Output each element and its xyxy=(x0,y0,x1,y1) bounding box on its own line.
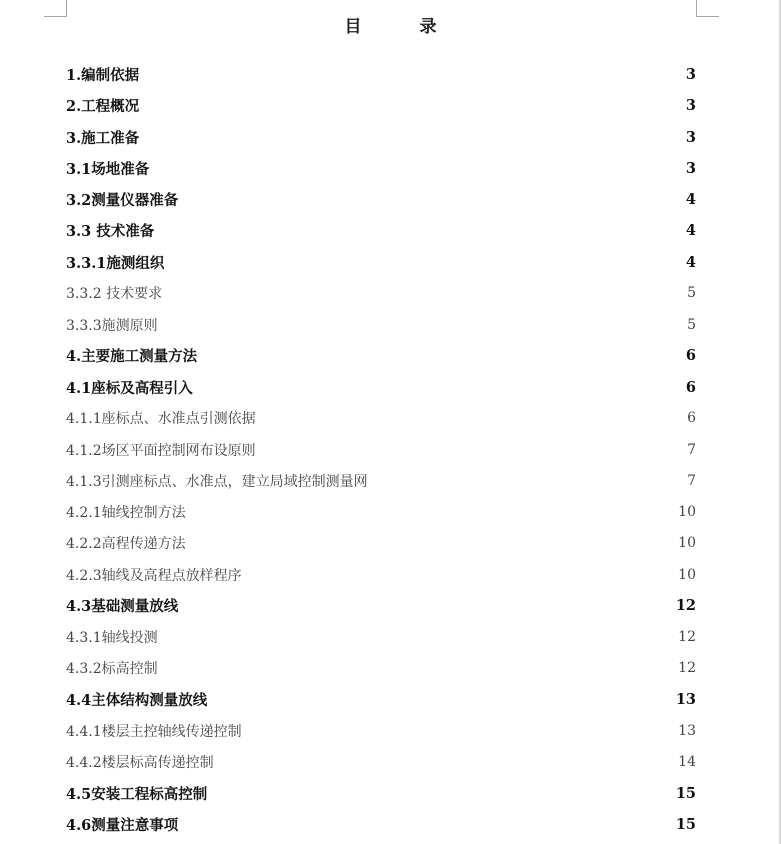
toc-entry[interactable] xyxy=(66,309,696,340)
toc-page-number: 13 xyxy=(678,722,696,739)
toc-title: 目 录 xyxy=(344,17,463,37)
toc-entry[interactable] xyxy=(66,90,696,121)
toc-entry-label[interactable]: 4.2.2高程传递方法 xyxy=(66,536,186,553)
toc-page-number: 5 xyxy=(687,285,696,302)
toc-entry[interactable] xyxy=(66,403,696,434)
toc-entry[interactable] xyxy=(66,497,696,528)
toc-entry-label[interactable]: 4.3.2标高控制 xyxy=(66,661,158,678)
toc-entry-label[interactable]: 4.5安装工程标高控制 xyxy=(66,785,208,803)
toc-entry[interactable] xyxy=(66,184,696,215)
toc-page-number: 3 xyxy=(685,66,696,84)
toc-entry-label[interactable]: 4.主要施工测量方法 xyxy=(66,348,198,366)
toc-page-number: 10 xyxy=(678,504,696,521)
toc-page-number: 6 xyxy=(685,347,696,365)
toc-entry[interactable] xyxy=(66,684,696,715)
toc-entry[interactable] xyxy=(66,747,696,778)
toc-entry-label[interactable]: 3.3 技术准备 xyxy=(66,223,155,241)
toc-entry[interactable] xyxy=(66,434,696,465)
toc-entry[interactable] xyxy=(66,559,696,590)
toc-entry-label[interactable]: 4.6测量注意事项 xyxy=(66,817,179,835)
toc-entry-label[interactable]: 3.2测量仪器准备 xyxy=(66,192,179,210)
toc-entry-label[interactable]: 3.3.1施测组织 xyxy=(66,254,165,272)
toc-entry[interactable] xyxy=(66,278,696,309)
toc-page-number: 3 xyxy=(685,128,696,146)
toc-entry-label[interactable]: 4.1.2场区平面控制网布设原则 xyxy=(66,442,256,459)
toc-entry[interactable] xyxy=(66,809,696,840)
toc-entry[interactable] xyxy=(66,215,696,246)
toc-entry-label[interactable]: 3.施工准备 xyxy=(66,129,140,147)
toc-entry-label[interactable]: 4.1.1座标点、水准点引测依据 xyxy=(66,411,256,428)
toc-entry[interactable] xyxy=(66,153,696,184)
toc-page-number: 15 xyxy=(675,816,696,834)
toc-entry[interactable] xyxy=(66,778,696,809)
toc-page-number: 10 xyxy=(678,566,696,583)
toc-page-number: 4 xyxy=(685,191,696,209)
toc-entry[interactable] xyxy=(66,372,696,403)
toc-entry[interactable] xyxy=(66,465,696,496)
toc-page-number: 6 xyxy=(685,378,696,396)
toc-entry[interactable] xyxy=(66,653,696,684)
toc-entry-label[interactable]: 4.2.1轴线控制方法 xyxy=(66,505,186,522)
toc-page-number: 14 xyxy=(678,754,696,771)
toc-entry-label[interactable]: 4.3基础测量放线 xyxy=(66,598,179,616)
toc-page-number: 10 xyxy=(678,535,696,552)
toc-entry[interactable] xyxy=(66,622,696,653)
toc-entry-label[interactable]: 2.工程概况 xyxy=(66,98,140,116)
toc-page-number: 3 xyxy=(685,97,696,115)
toc-entry-label[interactable]: 3.3.3施测原则 xyxy=(66,317,158,334)
toc-entry-label[interactable]: 4.1.3引测座标点、水准点，建立局域控制测量网 xyxy=(66,473,368,490)
toc-page-number: 7 xyxy=(687,472,696,489)
toc-page-number: 13 xyxy=(675,691,696,709)
toc-page-number: 7 xyxy=(687,441,696,458)
toc-page-number: 4 xyxy=(685,222,696,240)
toc-entry-label[interactable]: 3.1场地准备 xyxy=(66,160,150,178)
toc-entry-label[interactable]: 4.4.1楼层主控轴线传递控制 xyxy=(66,723,242,740)
toc-entry[interactable] xyxy=(66,340,696,371)
toc-page-number: 3 xyxy=(685,159,696,177)
toc-page-number: 5 xyxy=(687,316,696,333)
toc-entry[interactable] xyxy=(66,715,696,746)
toc-entry-label[interactable]: 4.2.3轴线及高程点放样程序 xyxy=(66,567,242,584)
toc-page-number: 12 xyxy=(675,597,696,615)
toc-page-number: 15 xyxy=(675,784,696,802)
toc-entry-label[interactable]: 3.3.2 技术要求 xyxy=(66,286,163,303)
toc-entry[interactable] xyxy=(66,59,696,90)
toc-page-number: 4 xyxy=(685,253,696,271)
toc-entry[interactable] xyxy=(66,528,696,559)
toc-entry[interactable] xyxy=(66,122,696,153)
toc-page-number: 6 xyxy=(687,410,696,427)
toc-entry[interactable] xyxy=(66,590,696,621)
table-of-contents xyxy=(66,59,696,840)
toc-entry-label[interactable]: 4.4.2楼层标高传递控制 xyxy=(66,755,214,772)
toc-entry-label[interactable]: 1.编制依据 xyxy=(66,67,140,85)
toc-page-number: 12 xyxy=(678,629,696,646)
toc-entry-label[interactable]: 4.3.1轴线投测 xyxy=(66,630,158,647)
toc-entry-label[interactable]: 4.1座标及高程引入 xyxy=(66,379,193,397)
toc-entry-label[interactable]: 4.4主体结构测量放线 xyxy=(66,692,208,710)
toc-entry[interactable] xyxy=(66,247,696,278)
toc-page-number: 12 xyxy=(678,660,696,677)
